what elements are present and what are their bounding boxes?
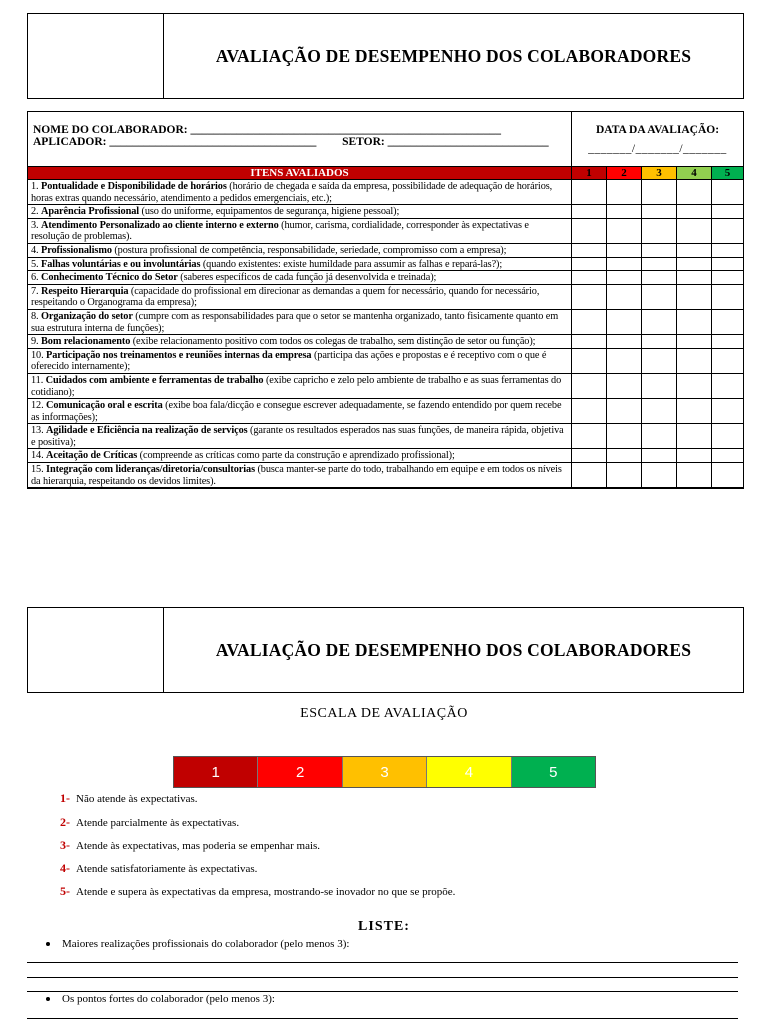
legend-text: Atende parcialmente às expectativas. — [76, 817, 240, 829]
item-number: 15. — [31, 464, 47, 476]
item-number: 3. — [31, 219, 41, 231]
rating-cell-3[interactable] — [642, 310, 677, 335]
rating-cell-1[interactable] — [572, 219, 607, 244]
legend-number: 1- — [60, 791, 70, 805]
legend-item — [60, 861, 257, 876]
rating-cell-3[interactable] — [642, 374, 677, 399]
rating-cell-2[interactable] — [607, 285, 642, 310]
rating-cell-2[interactable] — [607, 424, 642, 449]
rating-cell-3[interactable] — [642, 424, 677, 449]
rating-cell-1[interactable] — [572, 349, 607, 374]
rating-cell-4[interactable] — [677, 335, 712, 349]
rating-cell-2[interactable] — [607, 180, 642, 205]
answer-line[interactable] — [27, 962, 738, 963]
item-number: 14. — [31, 450, 47, 462]
items-header: ITENS AVALIADOS — [28, 167, 572, 180]
answer-line[interactable] — [27, 1018, 738, 1019]
scale-segment-1: 1 — [174, 757, 258, 787]
rating-cell-1[interactable] — [572, 310, 607, 335]
rating-cell-3[interactable] — [642, 244, 677, 258]
item-number: 11. — [31, 374, 46, 386]
item-description: (horário de chegada e saída da empresa, possibilidade de adequação de horários, horas extras quando necessário, atendimento a pedidos emergenciais, etc.); — [31, 181, 553, 204]
nome-field[interactable]: NOME DO COLABORADOR: ______________________________________________________ — [33, 124, 501, 136]
item-4-text — [28, 244, 572, 258]
form-header-2 — [27, 607, 744, 693]
rating-cell-5[interactable] — [712, 310, 743, 335]
legend-item — [60, 791, 198, 806]
item-title: Participação nos treinamentos e reuniões internas da empresa — [46, 349, 312, 361]
item-6-text — [28, 271, 572, 285]
rating-cell-1[interactable] — [572, 180, 607, 205]
rating-cell-3[interactable] — [642, 219, 677, 244]
rating-cell-3[interactable] — [642, 463, 677, 488]
rating-cell-4[interactable] — [677, 271, 712, 285]
legend-number: 3- — [60, 838, 70, 852]
rating-cell-2[interactable] — [607, 335, 642, 349]
item-number: 12. — [31, 400, 47, 412]
item-description: (postura profissional de competência, responsabilidade, seriedade, compromisso com a empresa); — [111, 244, 507, 256]
item-number: 8. — [31, 310, 41, 322]
items-grid — [28, 167, 743, 488]
rating-cell-2[interactable] — [607, 399, 642, 424]
rating-cell-3[interactable] — [642, 335, 677, 349]
date-section — [572, 112, 743, 178]
item-7-text — [28, 285, 572, 310]
rating-header: 2 — [607, 167, 642, 180]
rating-cell-2[interactable] — [607, 310, 642, 335]
rating-cell-3[interactable] — [642, 205, 677, 219]
rating-cell-1[interactable] — [572, 399, 607, 424]
scale-segment-3: 3 — [343, 757, 427, 787]
legend-item — [60, 838, 320, 853]
rating-cell-4[interactable] — [677, 310, 712, 335]
scale-title: ESCALA DE AVALIAÇÃO — [300, 706, 468, 721]
logo-placeholder — [28, 14, 164, 98]
form-header — [27, 13, 744, 99]
rating-cell-5[interactable] — [712, 449, 743, 463]
item-number: 6. — [31, 272, 41, 284]
item-title: Aparência Profissional — [41, 206, 140, 218]
rating-header: 3 — [642, 167, 677, 180]
rating-cell-2[interactable] — [607, 463, 642, 488]
legend-text: Atende satisfatoriamente às expectativas. — [76, 863, 258, 875]
item-title: Comunicação oral e escrita — [46, 400, 163, 412]
rating-cell-1[interactable] — [572, 205, 607, 219]
item-11-text — [28, 374, 572, 399]
info-fields — [28, 112, 572, 166]
rating-header: 4 — [677, 167, 712, 180]
item-number: 7. — [31, 285, 41, 297]
rating-cell-1[interactable] — [572, 424, 607, 449]
legend-text: Atende e supera às expectativas da empresa, mostrando-se inovador no que se propõe. — [76, 886, 456, 898]
rating-cell-3[interactable] — [642, 271, 677, 285]
rating-cell-5[interactable] — [712, 180, 743, 205]
rating-cell-2[interactable] — [607, 349, 642, 374]
item-number: 10. — [31, 349, 47, 361]
rating-cell-1[interactable] — [572, 374, 607, 399]
rating-cell-5[interactable] — [712, 463, 743, 488]
rating-cell-3[interactable] — [642, 349, 677, 374]
rating-cell-3[interactable] — [642, 399, 677, 424]
rating-cell-1[interactable] — [572, 449, 607, 463]
item-number: 4. — [31, 244, 41, 256]
scale-bar — [173, 756, 596, 788]
evaluation-table — [27, 111, 744, 489]
bullet-item — [46, 993, 275, 1005]
legend-text: Atende às expectativas, mas poderia se empenhar mais. — [76, 840, 321, 852]
bullet-text: Os pontos fortes do colaborador (pelo menos 3): — [62, 993, 275, 1005]
bullet-dot-icon — [46, 942, 50, 946]
item-title: Bom relacionamento — [41, 336, 131, 348]
rating-cell-2[interactable] — [607, 244, 642, 258]
item-description: (quando existentes: existe humildade para assumir as falhas e repará-las?); — [200, 258, 503, 270]
setor-field[interactable]: SETOR: ____________________________ — [342, 136, 549, 148]
item-description: (busca manter-se parte do todo, trabalhando em equipe e em todos os níveis da hierarquia, respeitando os devidos limites). — [31, 464, 562, 487]
rating-cell-1[interactable] — [572, 285, 607, 310]
item-15-text — [28, 463, 572, 488]
rating-cell-5[interactable] — [712, 399, 743, 424]
item-description: (exibe relacionamento positivo com todos os colegas de trabalho, sem distinção de setor ou função); — [130, 336, 536, 348]
bullet-dot-icon — [46, 997, 50, 1001]
item-description: (exibe capricho e zelo pelo ambiente de trabalho e as suas ferramentas do cotidiano); — [31, 374, 562, 398]
rating-cell-5[interactable] — [712, 219, 743, 244]
rating-cell-4[interactable] — [677, 374, 712, 399]
date-label: DATA DA AVALIAÇÃO: — [595, 124, 720, 136]
item-title: Agilidade e Eficiência na realização de serviços — [46, 425, 248, 437]
item-description: (garante os resultados esperados nas suas funções, de maneira rápida, objetiva e positiva); — [31, 425, 564, 448]
scale-segment-4: 4 — [427, 757, 511, 787]
rating-cell-5[interactable] — [712, 335, 743, 349]
rating-cell-5[interactable] — [712, 424, 743, 449]
rating-cell-1[interactable] — [572, 244, 607, 258]
rating-cell-4[interactable] — [677, 180, 712, 205]
answer-line[interactable] — [27, 977, 738, 978]
bullet-text: Maiores realizações profissionais do colaborador (pelo menos 3): — [62, 938, 350, 950]
date-field[interactable]: _______/_______/_______ — [588, 143, 727, 155]
rating-cell-2[interactable] — [607, 271, 642, 285]
item-title: Profissionalismo — [41, 244, 112, 256]
rating-cell-4[interactable] — [677, 463, 712, 488]
legend-number: 5- — [60, 884, 70, 898]
rating-cell-5[interactable] — [712, 374, 743, 399]
rating-cell-4[interactable] — [677, 424, 712, 449]
item-description: (uso do uniforme, equipamentos de segurança, higiene pessoal); — [139, 206, 400, 218]
rating-cell-4[interactable] — [677, 349, 712, 374]
rating-cell-1[interactable] — [572, 271, 607, 285]
rating-cell-4[interactable] — [677, 205, 712, 219]
item-description: (participa das ações e propostas e é receptivo com o que é oferecido internamente); — [31, 349, 547, 373]
rating-cell-4[interactable] — [677, 244, 712, 258]
legend-item — [60, 815, 239, 830]
form-title-2: AVALIAÇÃO DE DESEMPENHO DOS COLABORADORES — [215, 639, 692, 660]
item-14-text — [28, 449, 572, 463]
rating-cell-3[interactable] — [642, 449, 677, 463]
rating-cell-4[interactable] — [677, 258, 712, 272]
rating-header: 1 — [572, 167, 607, 180]
rating-cell-1[interactable] — [572, 463, 607, 488]
legend-number: 2- — [60, 815, 70, 829]
rating-cell-5[interactable] — [712, 244, 743, 258]
item-3-text — [28, 219, 572, 244]
rating-cell-1[interactable] — [572, 335, 607, 349]
legend-number: 4- — [60, 861, 70, 875]
legend-item — [60, 884, 455, 899]
rating-cell-5[interactable] — [712, 285, 743, 310]
rating-cell-1[interactable] — [572, 258, 607, 272]
item-title: Falhas voluntárias e ou involuntárias — [41, 258, 201, 270]
legend-text: Não atende às expectativas. — [76, 793, 198, 805]
rating-cell-4[interactable] — [677, 399, 712, 424]
rating-cell-3[interactable] — [642, 180, 677, 205]
item-description: (saberes específicos de cada função já desenvolvida e treinada); — [177, 272, 437, 284]
item-title: Conhecimento Técnico do Setor — [41, 272, 178, 284]
item-10-text — [28, 349, 572, 374]
item-title: Cuidados com ambiente e ferramentas de trabalho — [45, 374, 264, 386]
bullet-item — [46, 938, 349, 950]
rating-header: 5 — [712, 167, 743, 180]
liste-title: LISTE: — [358, 919, 410, 934]
item-number: 13. — [31, 425, 47, 437]
item-title: Organização do setor — [41, 310, 133, 322]
item-13-text — [28, 424, 572, 449]
item-number: 5. — [31, 258, 41, 270]
aplicador-field[interactable]: APLICADOR: ____________________________________ — [33, 136, 317, 148]
item-number: 2. — [31, 206, 41, 218]
item-title: Atendimento Personalizado ao cliente interno e externo — [41, 219, 279, 231]
rating-cell-3[interactable] — [642, 285, 677, 310]
item-description: (capacidade do profissional em direcionar as demandas a quem for necessário, quando for necessário, respeitando o Organograma da empresa); — [31, 285, 540, 309]
item-title: Integração com lideranças/diretoria/consultorias — [46, 464, 255, 476]
item-number: 9. — [31, 336, 41, 348]
rating-cell-4[interactable] — [677, 219, 712, 244]
rating-cell-2[interactable] — [607, 258, 642, 272]
item-description: (exibe boa fala/dicção e consegue escrever adequadamente, se fazendo entendido por quem recebe as informações); — [31, 400, 562, 423]
item-5-text — [28, 258, 572, 272]
rating-cell-2[interactable] — [607, 374, 642, 399]
info-row — [28, 112, 743, 167]
rating-cell-4[interactable] — [677, 285, 712, 310]
rating-cell-5[interactable] — [712, 205, 743, 219]
rating-cell-3[interactable] — [642, 258, 677, 272]
item-2-text — [28, 205, 572, 219]
item-9-text — [28, 335, 572, 349]
rating-cell-2[interactable] — [607, 205, 642, 219]
answer-line[interactable] — [27, 991, 738, 992]
item-number: 1. — [31, 181, 41, 192]
item-description: (compreende as críticas como parte da construção e aprendizado profissional); — [137, 450, 455, 462]
rating-cell-5[interactable] — [712, 258, 743, 272]
item-title: Respeito Hierarquia — [41, 285, 129, 297]
form-title: AVALIAÇÃO DE DESEMPENHO DOS COLABORADORES — [215, 45, 692, 66]
rating-cell-2[interactable] — [607, 449, 642, 463]
scale-segment-2: 2 — [258, 757, 342, 787]
logo-placeholder-2 — [28, 608, 164, 692]
item-description: (humor, carisma, cordialidade, corresponder às expectativas e resolução de problemas). — [31, 219, 529, 243]
item-8-text — [28, 310, 572, 335]
rating-cell-2[interactable] — [607, 219, 642, 244]
rating-cell-4[interactable] — [677, 449, 712, 463]
item-description: (cumpre com as responsabilidades para que o setor se mantenha organizado, tanto fisicamente quanto em sua estrutura interna de funções); — [31, 310, 559, 334]
rating-cell-5[interactable] — [712, 271, 743, 285]
rating-cell-5[interactable] — [712, 349, 743, 374]
item-12-text — [28, 399, 572, 424]
item-1-text — [28, 180, 572, 205]
scale-segment-5: 5 — [512, 757, 595, 787]
item-title: Pontualidade e Disponibilidade de horários — [41, 181, 227, 192]
item-title: Aceitação de Críticas — [46, 450, 138, 462]
